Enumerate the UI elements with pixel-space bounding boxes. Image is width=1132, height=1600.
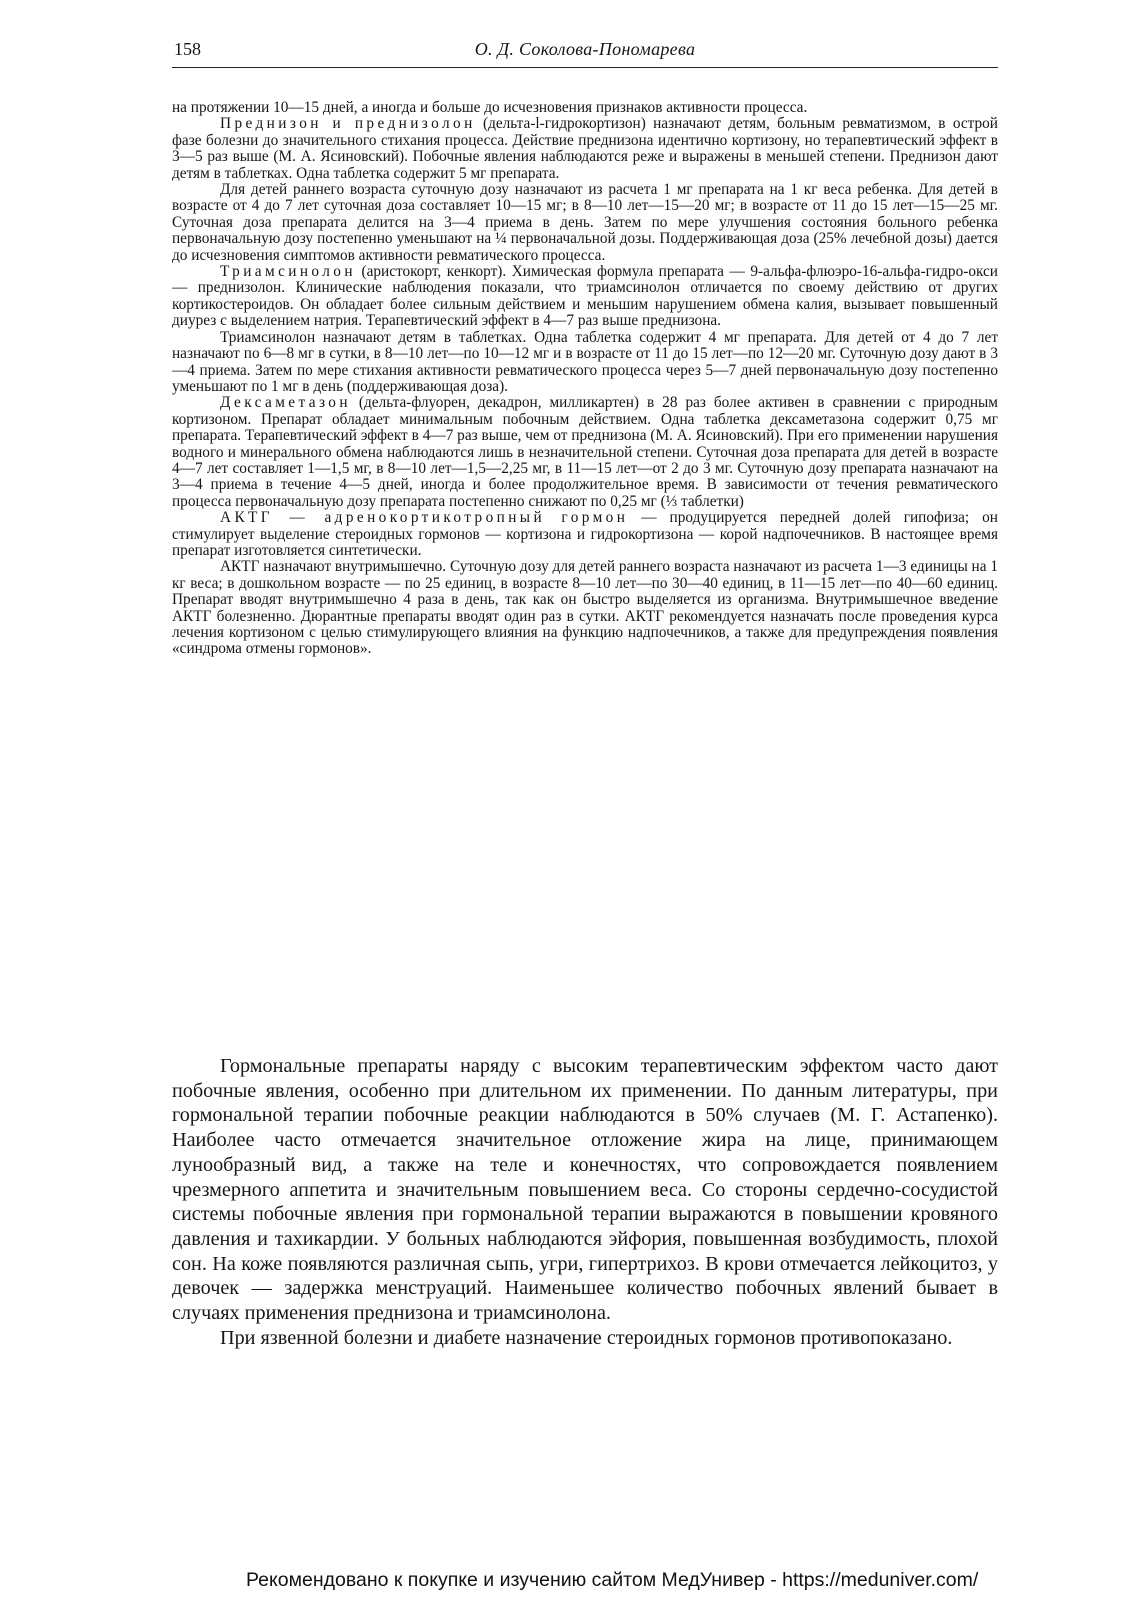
main-text-section — [172, 1054, 998, 1350]
paragraph-side-effects: Гормональные препараты наряду с высоким терапевтическим эффектом часто дают побочные явления, особенно при длительном их применении. По данным литературы, при гормональной терапии побочные реакции наблюдаются в 50% случаев (М. Г. Астапенко). Наиболее часто отмечается значительное отложение жира на лице, принимающем лунообразный вид, а также на теле и конечностях, что сопровождается появлением чрезмерного аппетита и значительным повышением веса. Со стороны сердечно-сосудистой системы побочные явления при гормональной терапии выражаются в повышении кровяного давления и тахикардии. У больных наблюдаются эйфория, повышенная возбудимость, плохой сон. На коже появляются различная сыпь, угри, гипертрихоз. В крови отмечается лейкоцитоз, у девочек — задержка менструаций. Наименьшее количество побочных явлений бывает в случаях применения преднизона и триамсинолона. — [172, 1055, 998, 1325]
paragraph-text: на протяжении 10—15 дней, а иногда и больше до исчезновения признаков активности процесса. — [172, 99, 808, 116]
paragraph-text: Триамсинолон назначают детям в таблетках. Одна таблетка содержит 4 мг препарата. Для детей от 4 до 7 лет назначают по 6—8 мг в сутки, в 8—10 лет—по 10—12 мг и в возрасте от 11 до 15 лет—по 12—20 мг. Суточную дозу дают в 3—4 приема. Затем по мере стихания активности ревматического процесса через 5—7 дней первоначальную дозу постепенно уменьшают по 1 мг в день (поддерживающая доза). — [172, 328, 998, 395]
paragraph-text: АКТГ назначают внутримышечно. Суточную дозу для детей раннего возраста назначают из расчета 1—3 единицы на 1 кг веса; в дошкольном возрасте — по 25 единиц, в возрасте 8—10 лет—по 30—40 единиц, в 11—15 лет—по 40—60 единиц. Препарат вводят внутримышечно 4 раза в день, так как он быстро выделяется из организма. Внутримышечное введение АКТГ болезненно. Дюрантные препараты вводят один раз в сутки. АКТГ рекомендуется назначать после проведения курса лечения кортизоном с целью стимулирующего влияния на функцию надпочечников, а также для предупреждения появления «синдрома отмены гормонов». — [172, 558, 999, 658]
paragraph-dexamethasone — [172, 395, 998, 510]
spaced-drug-name: АКТГ — адренокортикотропный гормон — [220, 509, 629, 527]
page-number: 158 — [174, 39, 201, 59]
paragraph-text: (дельта-l-гидрокортизон) назначают детям, больным ревматизмом, в острой фазе болезни до значительного стихания процесса. Действие преднизона идентично кортизону, но терапевтический эффект в 3—5 раз выше (М. А. Ясиновский). Побочные явления наблюдаются реже и выражены в меньшей степени. Преднизон дают детям в таблетках. Одна таблетка содержит 5 мг препарата. — [172, 115, 998, 182]
small-print-section — [172, 100, 998, 658]
paragraph-prednisone-dosage — [172, 182, 998, 264]
paragraph-text: Для детей раннего возраста суточную дозу назначают из расчета 1 мг препарата на 1 кг веса ребенка. Для детей в возрасте от 4 до 7 лет суточная доза составляет 10—15 мг; в 8—10 лет—15—20 мг; в возрасте от 11 до 15 лет—15—25 мг. Суточная доза препарата делится на 3—4 приема в день. Затем по мере улучшения состояния больного ребенка первоначальную дозу постепенно уменьшают на ¼ первоначальной дозы. Поддерживающая доза (25% лечебной дозы) дается до исчезновения симптомов активности ревматического процесса. — [172, 181, 998, 264]
footer-recommendation: Рекомендовано к покупке и изучению сайтом МедУнивер - https://meduniver.com/ — [246, 1569, 979, 1591]
paragraph-continuation — [172, 100, 998, 116]
paragraph-prednisone — [172, 116, 998, 182]
running-title: О. Д. Соколова-Пономарева — [474, 39, 696, 59]
paragraph-text: (аристокорт, кенкорт). Химическая формула препарата — 9-альфа-флюэро-16-альфа-гидро-окси — преднизолон. Клинические наблюдения показали, что триамсинолон отличается по своему действию от других кортикостероидов. Он обладает более сильным действием и меньшим нарушением обмена калия, вызывает повышенный диурез с выделением натрия. Терапевтический эффект в 4—7 раз выше преднизона. — [172, 263, 998, 330]
paragraph-text: — продуцируется передней долей гипофиза; он стимулирует выделение стероидных гормонов — кортизона и гидрокортизона — корой надпочечников. В настоящее время препарат изготовляется синтетически. — [172, 509, 998, 559]
spaced-drug-name: Триамсинолон — [220, 263, 356, 281]
spaced-drug-name: Преднизон и преднизолон — [220, 115, 476, 133]
paragraph-text: (дельта-флуорен, декадрон, милликартен) в 28 раз более активен в сравнении с природным кортизоном. Препарат обладает минимальным побочным действием. Одна таблетка дексаметазона содержит 0,75 мг препарата. Терапевтический эффект в 4—7 раз выше, чем от преднизона (М. А. Ясиновский). При его применении нарушения водного и минерального обмена наблюдаются лишь в незначительной степени. Суточная доза препарата для детей в возрасте 4—7 лет составляет 1—1,5 мг, в 8—10 лет—1,5—2,25 мг, в 11—15 лет—от 2 до 3 мг. Суточную дозу препарата назначают на 3—4 приема в течение 4—5 дней, иногда и более продолжительное время. В зависимости от течения ревматического процесса первоначальную дозу препарата постепенно снижают по 0,25 мг (⅓ таблетки) — [172, 394, 998, 510]
paragraph-acth-dosage — [172, 559, 998, 657]
spaced-drug-name: Дексаметазон — [220, 394, 351, 412]
paragraph-triamcinolone-dosage — [172, 330, 998, 396]
paragraph-contraindications: При язвенной болезни и диабете назначение стероидных гормонов противопоказано. — [220, 1326, 953, 1349]
paragraph-acth — [172, 510, 998, 559]
running-header — [172, 37, 998, 68]
paragraph-triamcinolone — [172, 264, 998, 330]
